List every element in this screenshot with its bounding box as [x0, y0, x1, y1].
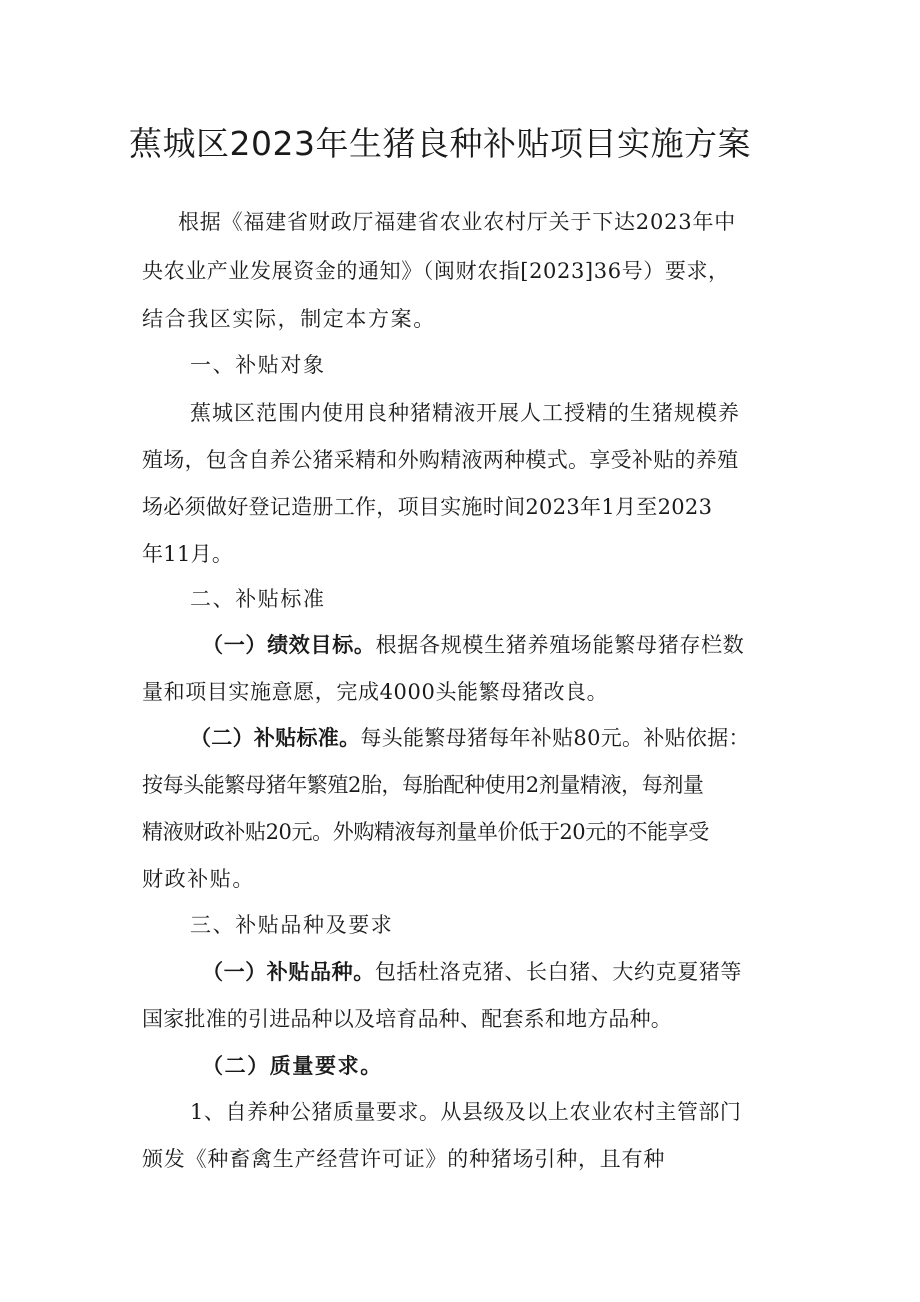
paragraph-line: [202, 629, 745, 661]
paragraph-line: 根据《福建省财政厅福建省农业农村厅关于下达2023年中: [178, 210, 737, 234]
paragraph-line: 颁发《种畜禽生产经营许可证》的种猪场引种，且有种: [142, 1147, 666, 1171]
paragraph-line: 结合我区实际，制定本方案。: [142, 307, 436, 331]
paragraph-line: 精液财政补贴20元。外购精液每剂量单价低于20元的不能享受: [142, 820, 709, 844]
paragraph-line: 场必须做好登记造册工作，项目实施时间2023年1月至2023: [142, 495, 713, 519]
paragraph-line: 财政补贴。: [142, 867, 255, 891]
section-heading: 二、补贴标准: [190, 587, 326, 611]
paragraph-text: 包括杜洛克猪、长白猪、大约克夏猪等: [374, 960, 743, 984]
paragraph-line: 量和项目实施意愿，完成4000头能繁母猪改良。: [142, 680, 609, 704]
paragraph-line: 按每头能繁母猪年繁殖2胎，每胎配种使用2剂量精液，每剂量: [142, 773, 704, 797]
section-heading: 三、补贴品种及要求: [190, 913, 394, 937]
paragraph-text: 每头能繁母猪每年补贴80元。补贴依据：: [360, 726, 750, 750]
section-heading: 一、补贴对象: [190, 353, 326, 377]
subheading-subsidy-standard: （二）补贴标准。: [190, 725, 361, 750]
paragraph-line: [190, 722, 750, 754]
paragraph-line: 年11月。: [142, 542, 234, 566]
document-title: 蕉城区2023年生猪良种补贴项目实施方案: [129, 124, 751, 163]
subheading-performance-target: （一）绩效目标。: [202, 632, 376, 657]
paragraph-line: 1、自养种公猪质量要求。从县级及以上农业农村主管部门: [190, 1100, 742, 1124]
paragraph-line: 殖场，包含自养公猪采精和外购精液两种模式。享受补贴的养殖: [142, 448, 739, 472]
paragraph-line: 央农业产业发展资金的通知》（闽财农指[2023]36号）要求，: [142, 259, 730, 283]
paragraph-line: 蕉城区范围内使用良种猪精液开展人工授精的生猪规模养: [190, 401, 740, 425]
subheading-subsidy-varieties: （一）补贴品种。: [202, 959, 375, 984]
paragraph-line: [202, 956, 742, 988]
subheading-quality-requirements: （二）质量要求。: [202, 1053, 383, 1078]
paragraph-line: 国家批准的引进品种以及培育品种、配套系和地方品种。: [142, 1007, 672, 1031]
paragraph-text: 根据各规模生猪养殖场能繁母猪存栏数: [375, 633, 745, 657]
